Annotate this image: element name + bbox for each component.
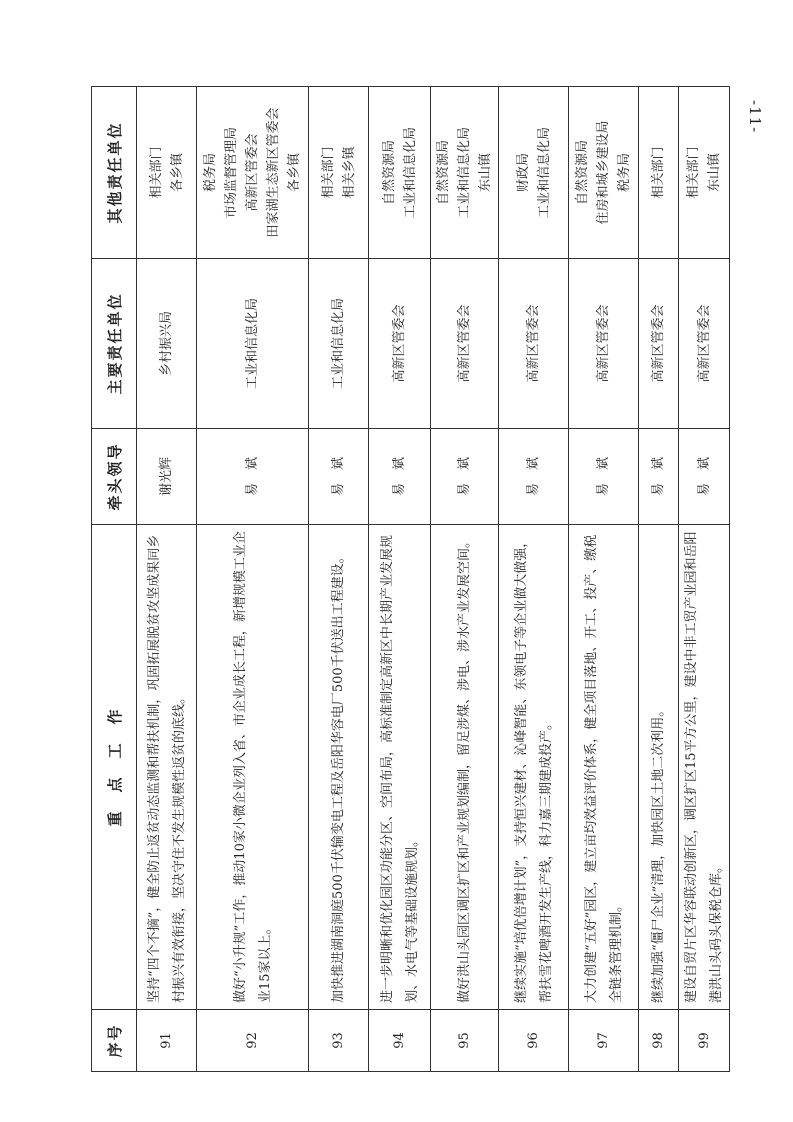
row-work: 做好“小升规”工作，推动10家小微企业列入省、市企业成长工程，新增规模工业企业15家以上。 (197, 525, 309, 1010)
row-no: 95 (431, 1010, 499, 1072)
table-row (369, 87, 431, 1072)
row-lead: 易 斌 (569, 429, 639, 525)
row-other-unit: 相关部门 相关乡镇 (309, 87, 369, 259)
row-other-unit: 自然资源局 工业和信息化局 东山镇 (431, 87, 499, 259)
row-lead: 易 斌 (499, 429, 569, 525)
header-no: 序号 (92, 1010, 137, 1072)
row-no: 92 (197, 1010, 309, 1072)
page-number: -11- (746, 100, 764, 134)
row-lead: 易 斌 (431, 429, 499, 525)
row-other-unit: 自然资源局 住房和城乡建设局 税务局 (569, 87, 639, 259)
row-main-unit: 高新区管委会 (569, 259, 639, 429)
row-lead: 谢光辉 (137, 429, 197, 525)
row-main-unit: 乡村振兴局 (137, 259, 197, 429)
header-other-unit: 其他责任单位 (92, 87, 137, 259)
row-work: 继续实施“培优倍增计划”，支持恒兴建材、沁峰智能、东领电子等企业做大做强，帮扶雪花啤酒开发生产线，科力嘉三期建成投产。 (499, 525, 569, 1010)
row-other-unit: 自然资源局 工业和信息化局 (369, 87, 431, 259)
table-header-row (92, 87, 137, 1072)
row-main-unit: 工业和信息化局 (309, 259, 369, 429)
row-no: 93 (309, 1010, 369, 1072)
row-no: 97 (569, 1010, 639, 1072)
row-work: 进一步明晰和优化园区功能分区、空间布局，高标准制定高新区中长期产业发展规划、水电气等基础设施规划。 (369, 525, 431, 1010)
row-lead: 易 斌 (679, 429, 730, 525)
table-row (309, 87, 369, 1072)
row-work: 大力创建“五好”园区，建立亩均效益评价体系，健全项目落地、开工、投产、缴税全链条管理机制。 (569, 525, 639, 1010)
row-other-unit: 相关部门 各乡镇 (137, 87, 197, 259)
table-row (197, 87, 309, 1072)
row-work: 做好洪山头园区调区扩区和产业规划编制，留足涉煤、涉电、涉水产业发展空间。 (431, 525, 499, 1010)
key-work-table (91, 86, 730, 1072)
header-lead: 牵头领导 (92, 429, 137, 525)
table-row (639, 87, 679, 1072)
row-lead: 易 斌 (639, 429, 679, 525)
table-row (499, 87, 569, 1072)
row-lead: 易 斌 (309, 429, 369, 525)
table-row (679, 87, 730, 1072)
row-main-unit: 高新区管委会 (639, 259, 679, 429)
table-row (431, 87, 499, 1072)
row-other-unit: 相关部门 (639, 87, 679, 259)
row-work: 继续加强“僵尸企业”清理，加快园区土地二次利用。 (639, 525, 679, 1010)
rotated-table-container (91, 87, 728, 1072)
row-lead: 易 斌 (369, 429, 431, 525)
row-work: 建设自贸片区华容联动创新区，调区扩区15平方公里，建设中非工贸产业园和岳阳港洪山头码头保税仓库。 (679, 525, 730, 1010)
row-no: 98 (639, 1010, 679, 1072)
table-row (137, 87, 197, 1072)
row-no: 91 (137, 1010, 197, 1072)
row-no: 99 (679, 1010, 730, 1072)
row-main-unit: 高新区管委会 (431, 259, 499, 429)
row-other-unit: 税务局 市场监督管理局 高新区管委会 田家湖生态新区管委会 各乡镇 (197, 87, 309, 259)
row-work: 坚持“四个不摘”，健全防止返贫动态监测和帮扶机制，巩固拓展脱贫攻坚成果同乡村振兴有效衔接，坚决守住不发生规模性返贫的底线。 (137, 525, 197, 1010)
row-main-unit: 高新区管委会 (369, 259, 431, 429)
header-work: 重 点 工 作 (92, 525, 137, 1010)
row-main-unit: 工业和信息化局 (197, 259, 309, 429)
table-row (569, 87, 639, 1072)
row-work: 加快推进湖南洞庭500千伏输变电工程及岳阳华容电厂500千伏送出工程建设。 (309, 525, 369, 1010)
row-lead: 易 斌 (197, 429, 309, 525)
header-main-unit: 主要责任单位 (92, 259, 137, 429)
row-other-unit: 财政局 工业和信息化局 (499, 87, 569, 259)
row-main-unit: 高新区管委会 (499, 259, 569, 429)
row-no: 96 (499, 1010, 569, 1072)
row-main-unit: 高新区管委会 (679, 259, 730, 429)
row-other-unit: 相关部门 东山镇 (679, 87, 730, 259)
row-no: 94 (369, 1010, 431, 1072)
